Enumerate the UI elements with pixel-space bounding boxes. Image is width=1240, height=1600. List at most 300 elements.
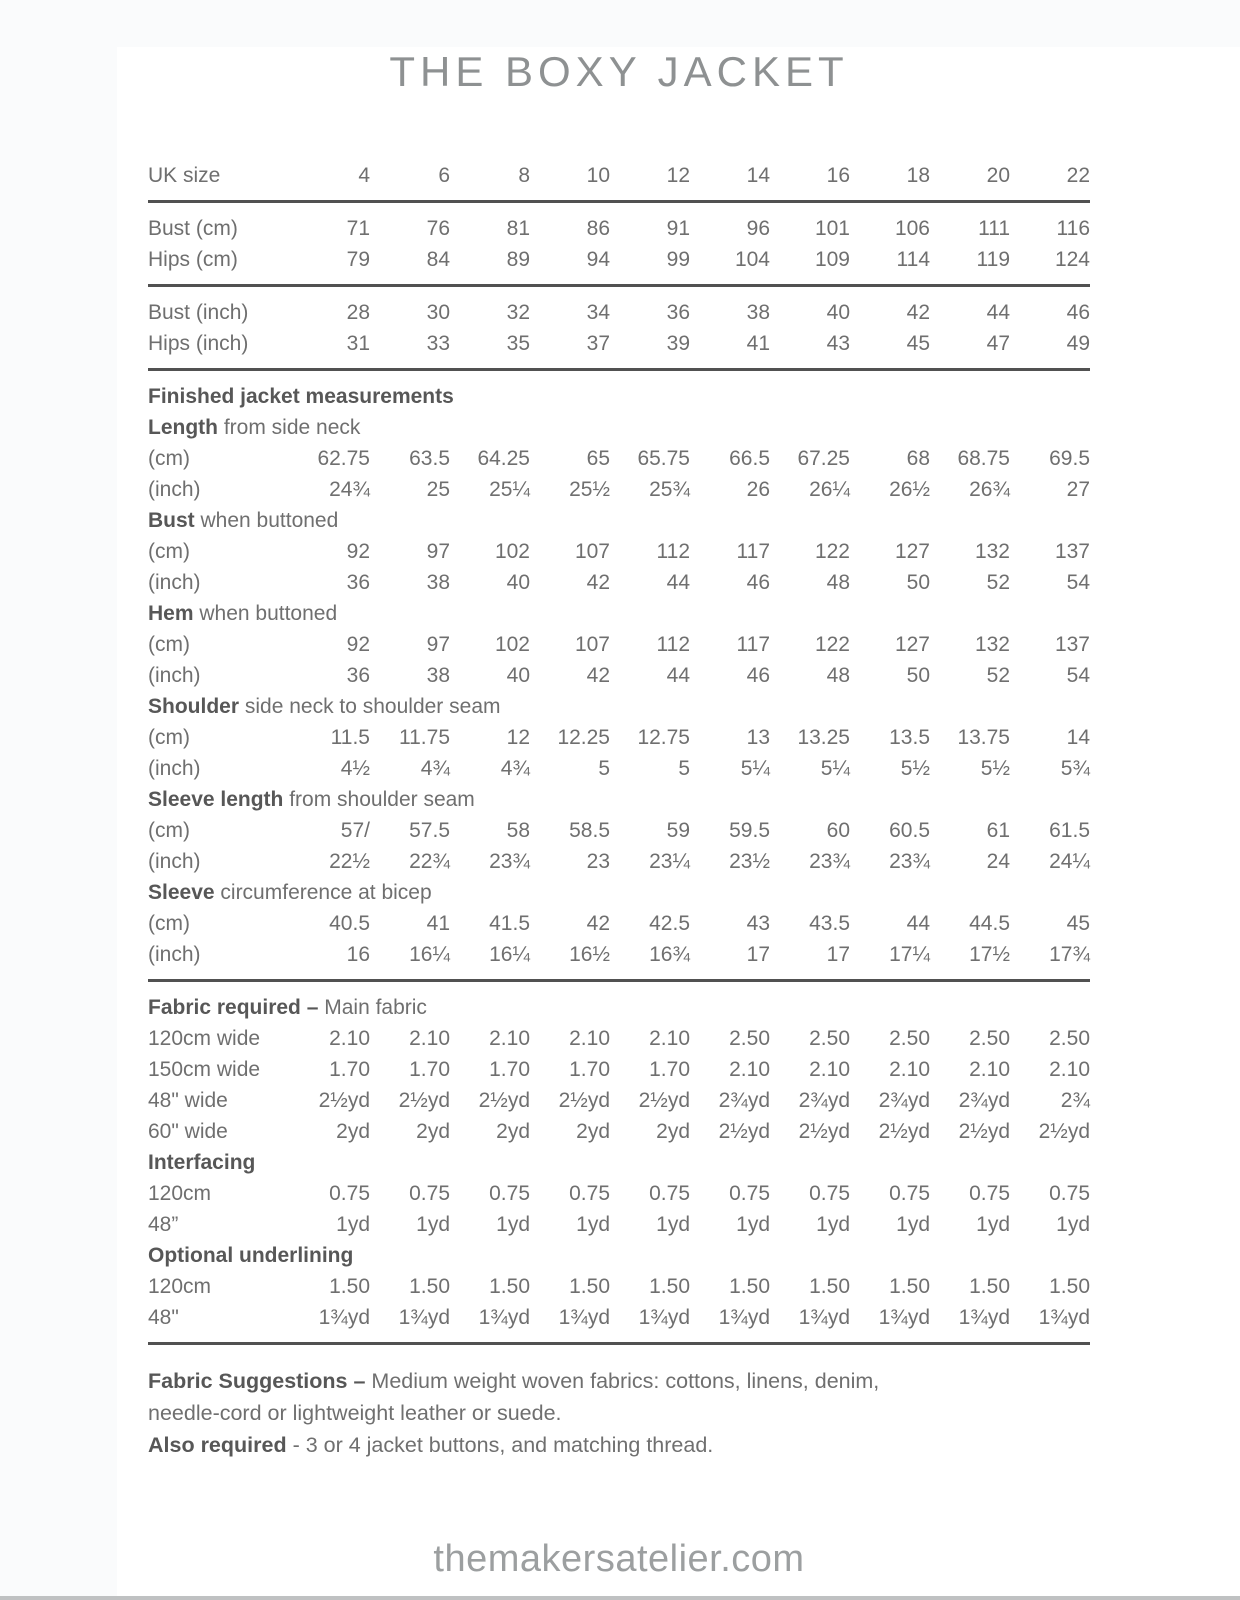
table-row	[148, 722, 1090, 753]
cell-value: 57.5	[409, 819, 450, 842]
section-heading-row	[148, 1147, 1090, 1178]
row-label: Bust (inch)	[148, 301, 249, 324]
cell-value: 44	[666, 664, 690, 687]
cell-value: 26	[746, 478, 770, 501]
cell-value: 38	[746, 301, 770, 324]
cell-value: 14	[1066, 726, 1090, 749]
cell-value: 42	[586, 571, 610, 594]
table-row	[148, 1178, 1090, 1209]
cell-value: 2.10	[489, 1027, 530, 1050]
cell-value: 127	[894, 540, 930, 563]
cell-value: 2yd	[656, 1120, 690, 1143]
cell-value: 57/	[340, 819, 370, 842]
cell-value: 65	[586, 447, 610, 470]
cell-value: 40	[506, 571, 530, 594]
cell-value: 2½yd	[718, 1120, 770, 1143]
cell-value: 40	[826, 301, 850, 324]
cell-value: 44	[666, 571, 690, 594]
cell-value: 64.25	[477, 447, 530, 470]
cell-value: 122	[814, 633, 850, 656]
cell-value: 5½	[900, 757, 930, 780]
section-heading-row	[148, 877, 1090, 908]
cell-value: 44	[906, 912, 930, 935]
cell-value: 13.5	[889, 726, 930, 749]
cell-value: 1¾yd	[958, 1306, 1010, 1329]
cell-value: 97	[426, 540, 450, 563]
cell-value: 119	[976, 248, 1010, 271]
also-required-label: Also required	[148, 1433, 287, 1457]
cell-value: 0.75	[809, 1182, 850, 1205]
size-chart-body	[148, 160, 1090, 1355]
cell-value: 2yd	[496, 1120, 530, 1143]
cell-value: 0.75	[489, 1182, 530, 1205]
cell-value: 44	[986, 301, 1010, 324]
cell-value: 2yd	[416, 1120, 450, 1143]
cell-value: 47	[986, 332, 1010, 355]
table-row	[148, 1116, 1090, 1147]
row-label: (cm)	[148, 912, 190, 935]
cell-value: 24¾	[329, 478, 370, 501]
cell-value: 1¾yd	[638, 1306, 690, 1329]
cell-value: 5¾	[1060, 757, 1090, 780]
cell-value: 23¾	[489, 850, 530, 873]
cell-value: 27	[1066, 478, 1090, 501]
cell-value: 48	[826, 664, 850, 687]
table-row	[148, 660, 1090, 691]
row-label: 48"	[148, 1306, 179, 1329]
cell-value: 127	[894, 633, 930, 656]
cell-value: 117	[736, 633, 770, 656]
cell-value: 0.75	[649, 1182, 690, 1205]
cell-value: 84	[426, 248, 450, 271]
row-label: (cm)	[148, 819, 190, 842]
cell-value: 76	[426, 217, 450, 240]
section-heading: Sleeve circumference at bicep	[148, 881, 432, 904]
cell-value: 34	[586, 301, 610, 324]
cell-value: 13.25	[797, 726, 850, 749]
fabric-suggestions-label: Fabric Suggestions –	[148, 1369, 366, 1393]
cell-value: 2¾yd	[958, 1089, 1010, 1112]
section-divider	[148, 368, 1090, 371]
cell-value: 46	[746, 664, 770, 687]
cell-value: 54	[1066, 571, 1090, 594]
cell-value: 1yd	[1056, 1213, 1090, 1236]
cell-value: 2.10	[889, 1058, 930, 1081]
cell-value: 1yd	[576, 1213, 610, 1236]
cell-value: 1.50	[809, 1275, 850, 1298]
cell-value: 12	[506, 726, 530, 749]
cell-value: 43	[746, 912, 770, 935]
size-header-row	[148, 160, 1090, 191]
cell-value: 22	[1066, 164, 1090, 187]
cell-value: 92	[346, 633, 370, 656]
cell-value: 1.50	[409, 1275, 450, 1298]
row-label: 120cm wide	[148, 1027, 261, 1050]
cell-value: 38	[426, 664, 450, 687]
also-required-line: Also required - 3 or 4 jacket buttons, and matching thread.	[148, 1433, 714, 1457]
cell-value: 23	[586, 850, 610, 873]
cell-value: 35	[506, 332, 530, 355]
table-row	[148, 1054, 1090, 1085]
cell-value: 60	[826, 819, 850, 842]
section-heading: Length from side neck	[148, 416, 361, 439]
cell-value: 69.5	[1049, 447, 1090, 470]
cell-value: 60.5	[889, 819, 930, 842]
cell-value: 132	[974, 540, 1010, 563]
cell-value: 61.5	[1049, 819, 1090, 842]
cell-value: 5¼	[820, 757, 850, 780]
cell-value: 28	[346, 301, 370, 324]
cell-value: 1yd	[656, 1213, 690, 1236]
cell-value: 17½	[969, 943, 1010, 966]
table-row	[148, 1085, 1090, 1116]
row-label: Hips (cm)	[148, 248, 238, 271]
row-label: 150cm wide	[148, 1058, 261, 1081]
cell-value: 1yd	[336, 1213, 370, 1236]
table-row	[148, 1302, 1090, 1333]
cell-value: 1.70	[329, 1058, 370, 1081]
cell-value: 8	[518, 164, 530, 187]
cell-value: 1.50	[1049, 1275, 1090, 1298]
cell-value: 2½yd	[318, 1089, 370, 1112]
cell-value: 1yd	[816, 1213, 850, 1236]
divider-row	[148, 275, 1090, 297]
section-heading-row	[148, 505, 1090, 536]
cell-value: 0.75	[1049, 1182, 1090, 1205]
cell-value: 1.50	[889, 1275, 930, 1298]
cell-value: 0.75	[569, 1182, 610, 1205]
cell-value: 37	[586, 332, 610, 355]
cell-value: 2¾yd	[798, 1089, 850, 1112]
cell-value: 13	[746, 726, 770, 749]
section-heading: Sleeve length from shoulder seam	[148, 788, 475, 811]
cell-value: 1¾yd	[478, 1306, 530, 1329]
cell-value: 25¾	[649, 478, 690, 501]
cell-value: 89	[506, 248, 530, 271]
cell-value: 2½yd	[398, 1089, 450, 1112]
cell-value: 111	[978, 217, 1010, 240]
cell-value: 2.10	[969, 1058, 1010, 1081]
cell-value: 1.50	[329, 1275, 370, 1298]
cell-value: 38	[426, 571, 450, 594]
cell-value: 65.75	[637, 447, 690, 470]
cell-value: 36	[346, 664, 370, 687]
cell-value: 45	[906, 332, 930, 355]
cell-value: 1yd	[976, 1213, 1010, 1236]
section-heading: Shoulder side neck to shoulder seam	[148, 695, 501, 718]
divider-row	[148, 191, 1090, 213]
cell-value: 2½yd	[558, 1089, 610, 1112]
section-divider	[148, 200, 1090, 203]
section-heading-row	[148, 598, 1090, 629]
table-row	[148, 1271, 1090, 1302]
cell-value: 17¾	[1049, 943, 1090, 966]
cell-value: 13.75	[957, 726, 1010, 749]
cell-value: 26¼	[809, 478, 850, 501]
cell-value: 2.10	[569, 1027, 610, 1050]
row-label: (inch)	[148, 664, 201, 687]
cell-value: 91	[666, 217, 690, 240]
cell-value: 2½yd	[958, 1120, 1010, 1143]
cell-value: 54	[1066, 664, 1090, 687]
cell-value: 2.10	[729, 1058, 770, 1081]
cell-value: 2.10	[1049, 1058, 1090, 1081]
cell-value: 71	[346, 217, 370, 240]
row-label: (inch)	[148, 943, 201, 966]
cell-value: 4½	[340, 757, 370, 780]
cell-value: 36	[666, 301, 690, 324]
cell-value: 12.75	[637, 726, 690, 749]
cell-value: 1¾yd	[398, 1306, 450, 1329]
row-label: (inch)	[148, 478, 201, 501]
row-label: 120cm	[148, 1182, 212, 1205]
cell-value: 31	[346, 332, 370, 355]
cell-value: 96	[746, 217, 770, 240]
row-label: Bust (cm)	[148, 217, 238, 240]
cell-value: 1.70	[649, 1058, 690, 1081]
cell-value: 36	[346, 571, 370, 594]
cell-value: 59.5	[729, 819, 770, 842]
table-row	[148, 629, 1090, 660]
cell-value: 26½	[889, 478, 930, 501]
cell-value: 48	[826, 571, 850, 594]
cell-value: 101	[814, 217, 850, 240]
row-label: 48" wide	[148, 1089, 228, 1112]
cell-value: 40.5	[329, 912, 370, 935]
cell-value: 1yd	[736, 1213, 770, 1236]
cell-value: 1.70	[409, 1058, 450, 1081]
cell-value: 2½yd	[638, 1089, 690, 1112]
row-label: (cm)	[148, 540, 190, 563]
cell-value: 43.5	[809, 912, 850, 935]
section-heading-row	[148, 381, 1090, 412]
cell-value: 41	[426, 912, 450, 935]
cell-value: 1yd	[416, 1213, 450, 1236]
table-row	[148, 815, 1090, 846]
cell-value: 41.5	[489, 912, 530, 935]
cell-value: 1¾yd	[318, 1306, 370, 1329]
cell-value: 61	[986, 819, 1010, 842]
row-label: Hips (inch)	[148, 332, 249, 355]
cell-value: 2.50	[1049, 1027, 1090, 1050]
fabric-suggestions-line-2: needle-cord or lightweight leather or suede.	[148, 1401, 562, 1425]
cell-value: 50	[906, 664, 930, 687]
table-row	[148, 443, 1090, 474]
cell-value: 86	[586, 217, 610, 240]
cell-value: 5	[598, 757, 610, 780]
cell-value: 107	[574, 633, 610, 656]
section-heading: Fabric required – Main fabric	[148, 996, 427, 1019]
row-label: 48”	[148, 1213, 179, 1236]
section-heading-row	[148, 691, 1090, 722]
cell-value: 58.5	[569, 819, 610, 842]
cell-value: 2.50	[969, 1027, 1010, 1050]
cell-value: 102	[494, 540, 530, 563]
cell-value: 0.75	[329, 1182, 370, 1205]
fabric-suggestions-line: Fabric Suggestions – Medium weight woven fabrics: cottons, linens, denim,	[148, 1369, 880, 1393]
cell-value: 112	[656, 540, 690, 563]
cell-value: 1¾yd	[878, 1306, 930, 1329]
cell-value: 2¾	[1060, 1089, 1090, 1112]
cell-value: 0.75	[889, 1182, 930, 1205]
cell-value: 2.50	[729, 1027, 770, 1050]
cell-value: 44.5	[969, 912, 1010, 935]
table-row	[148, 297, 1090, 328]
cell-value: 106	[894, 217, 930, 240]
table-row	[148, 939, 1090, 970]
cell-value: 1.50	[969, 1275, 1010, 1298]
cell-value: 33	[426, 332, 450, 355]
cell-value: 2.10	[809, 1058, 850, 1081]
cell-value: 4¾	[500, 757, 530, 780]
divider-row	[148, 359, 1090, 381]
cell-value: 124	[1054, 248, 1090, 271]
cell-value: 99	[666, 248, 690, 271]
section-divider	[148, 1342, 1090, 1345]
table-row	[148, 474, 1090, 505]
cell-value: 2½yd	[478, 1089, 530, 1112]
cell-value: 4¾	[420, 757, 450, 780]
cell-value: 92	[346, 540, 370, 563]
cell-value: 20	[986, 164, 1010, 187]
cell-value: 14	[746, 164, 770, 187]
cell-value: 2½yd	[1038, 1120, 1090, 1143]
cell-value: 25	[426, 478, 450, 501]
cell-value: 52	[986, 664, 1010, 687]
cell-value: 2yd	[576, 1120, 610, 1143]
row-label: (inch)	[148, 757, 201, 780]
cell-value: 104	[734, 248, 770, 271]
cell-value: 2.10	[649, 1027, 690, 1050]
cell-value: 62.75	[317, 447, 370, 470]
cell-value: 107	[574, 540, 610, 563]
table-row	[148, 1023, 1090, 1054]
cell-value: 2.50	[809, 1027, 850, 1050]
section-heading-row	[148, 1240, 1090, 1271]
row-label: 120cm	[148, 1275, 212, 1298]
cell-value: 42.5	[649, 912, 690, 935]
cell-value: 50	[906, 571, 930, 594]
cell-value: 42	[586, 912, 610, 935]
cell-value: 42	[586, 664, 610, 687]
divider-row	[148, 970, 1090, 992]
cell-value: 12	[666, 164, 690, 187]
cell-value: 66.5	[729, 447, 770, 470]
table-row	[148, 846, 1090, 877]
cell-value: 1¾yd	[798, 1306, 850, 1329]
cell-value: 45	[1066, 912, 1090, 935]
cell-value: 16¼	[489, 943, 530, 966]
cell-value: 5	[678, 757, 690, 780]
table-row	[148, 567, 1090, 598]
cell-value: 137	[1054, 633, 1090, 656]
table-row	[148, 244, 1090, 275]
cell-value: 41	[746, 332, 770, 355]
notes-section	[148, 1365, 1090, 1461]
cell-value: 67.25	[797, 447, 850, 470]
cell-value: 4	[358, 164, 370, 187]
section-heading: Finished jacket measurements	[148, 385, 454, 408]
section-heading: Interfacing	[148, 1151, 256, 1174]
cell-value: 39	[666, 332, 690, 355]
cell-value: 24	[986, 850, 1010, 873]
cell-value: 10	[586, 164, 610, 187]
cell-value: 17	[746, 943, 770, 966]
cell-value: 11.75	[399, 726, 450, 749]
cell-value: 2½yd	[878, 1120, 930, 1143]
cell-value: 22¾	[409, 850, 450, 873]
cell-value: 0.75	[729, 1182, 770, 1205]
cell-value: 11.5	[330, 726, 370, 749]
cell-value: 52	[986, 571, 1010, 594]
cell-value: 1.50	[729, 1275, 770, 1298]
cell-value: 23¾	[809, 850, 850, 873]
cell-value: 49	[1066, 332, 1090, 355]
table-row	[148, 328, 1090, 359]
cell-value: 68.75	[957, 447, 1010, 470]
cell-value: 32	[506, 301, 530, 324]
cell-value: 1.50	[569, 1275, 610, 1298]
cell-value: 0.75	[409, 1182, 450, 1205]
cell-value: 132	[974, 633, 1010, 656]
row-label: (inch)	[148, 850, 201, 873]
section-divider	[148, 284, 1090, 287]
section-divider	[148, 979, 1090, 982]
cell-value: 22½	[329, 850, 370, 873]
page-bottom-edge	[0, 1596, 1240, 1600]
section-heading-row	[148, 412, 1090, 443]
cell-value: 25½	[569, 478, 610, 501]
cell-value: 114	[896, 248, 930, 271]
row-label: (cm)	[148, 726, 190, 749]
cell-value: 2yd	[336, 1120, 370, 1143]
cell-value: 1yd	[496, 1213, 530, 1236]
cell-value: 16	[826, 164, 850, 187]
row-label: 60" wide	[148, 1120, 228, 1143]
cell-value: 46	[746, 571, 770, 594]
cell-value: 40	[506, 664, 530, 687]
cell-value: 5½	[980, 757, 1010, 780]
table-row	[148, 536, 1090, 567]
row-label: (cm)	[148, 633, 190, 656]
cell-value: 1¾yd	[1038, 1306, 1090, 1329]
cell-value: 5¼	[740, 757, 770, 780]
cell-value: 2.10	[409, 1027, 450, 1050]
cell-value: 63.5	[409, 447, 450, 470]
table-row	[148, 213, 1090, 244]
row-label: (cm)	[148, 447, 190, 470]
cell-value: 6	[438, 164, 450, 187]
section-heading: Optional underlining	[148, 1244, 354, 1267]
section-heading-row	[148, 784, 1090, 815]
cell-value: 17¼	[889, 943, 930, 966]
cell-value: 43	[826, 332, 850, 355]
cell-value: 26¾	[969, 478, 1010, 501]
row-label: (inch)	[148, 571, 201, 594]
cell-value: 94	[586, 248, 610, 271]
cell-value: 42	[906, 301, 930, 324]
row-label: UK size	[148, 164, 221, 187]
table-row	[148, 908, 1090, 939]
cell-value: 1¾yd	[718, 1306, 770, 1329]
cell-value: 112	[656, 633, 690, 656]
cell-value: 16½	[569, 943, 610, 966]
cell-value: 17	[826, 943, 850, 966]
cell-value: 25¼	[489, 478, 530, 501]
cell-value: 18	[906, 164, 930, 187]
size-chart-table	[148, 160, 1090, 1355]
cell-value: 68	[906, 447, 930, 470]
